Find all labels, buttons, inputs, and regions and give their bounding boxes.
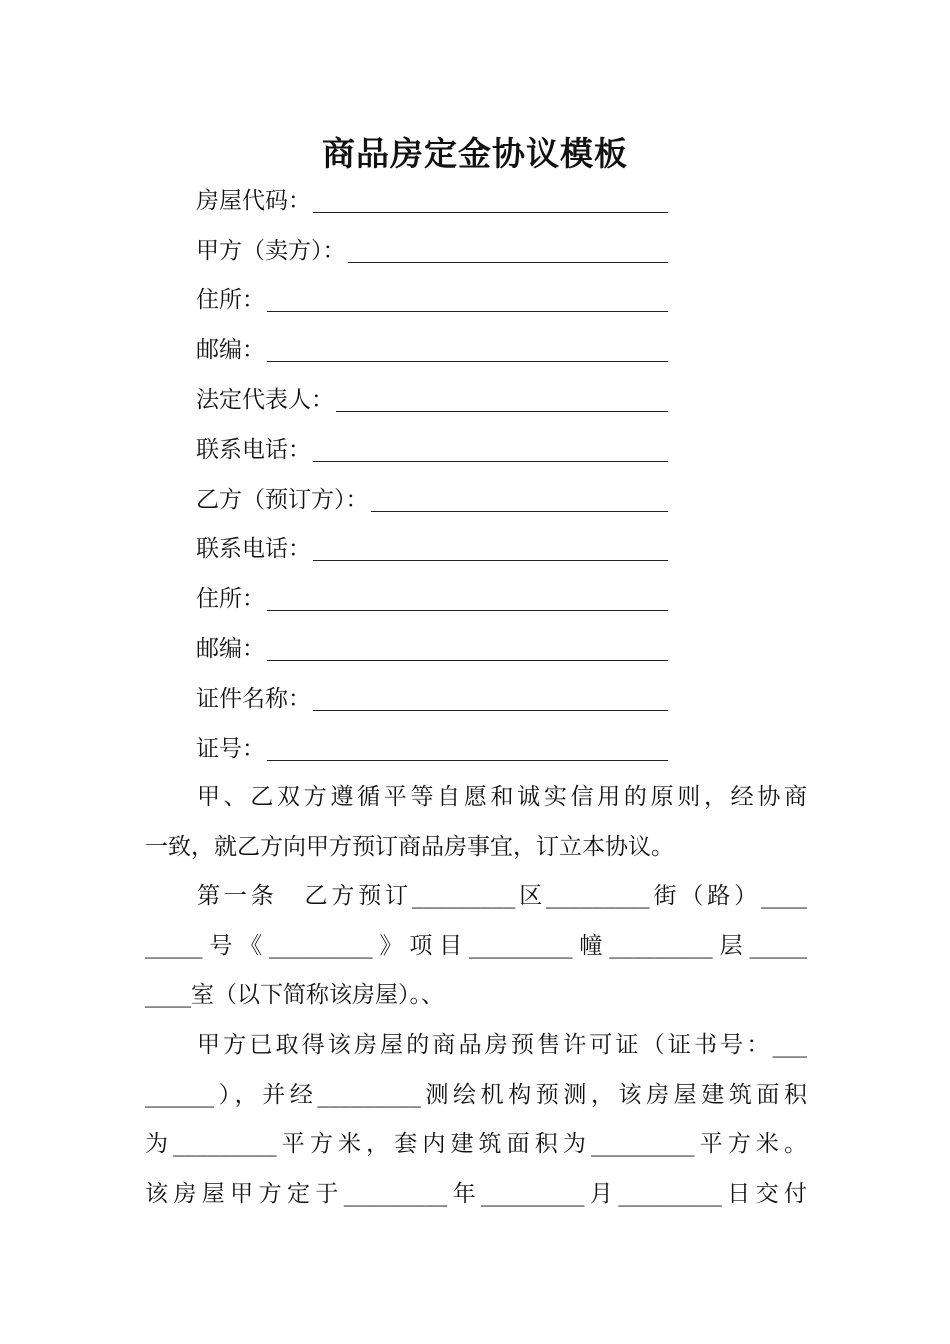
field-label: 房屋代码： — [196, 188, 311, 214]
field-label: 联系电话： — [196, 437, 311, 463]
document-title: 商品房定金协议模板 — [322, 134, 628, 173]
field-label: 住所： — [196, 287, 265, 313]
field-label: 证件名称： — [196, 686, 311, 712]
paragraph-line: 第一条 乙方预订_________区_________街（路）____ — [197, 883, 807, 909]
field-id-number — [196, 723, 668, 763]
field-legal-representative — [196, 374, 668, 414]
field-party-a-address — [196, 274, 668, 314]
fill-in-blank-line[interactable] — [313, 559, 668, 561]
field-label: 邮编： — [196, 337, 265, 363]
paragraph-presale-permit — [145, 1021, 807, 1219]
paragraph-line: _____号《_________》项目_________幢_________层_____ — [145, 932, 807, 959]
field-party-a-postcode — [196, 324, 668, 364]
paragraph-article-1 — [145, 872, 807, 1021]
field-house-code — [196, 175, 668, 215]
field-label: 联系电话： — [196, 536, 311, 562]
fill-in-blank-line[interactable] — [313, 709, 668, 711]
field-label: 邮编： — [196, 636, 265, 662]
field-label: 法定代表人： — [196, 387, 334, 413]
paragraph-line: 甲、乙双方遵循平等自愿和诚实信用的原则，经协商 — [197, 784, 807, 810]
fill-in-blank-line[interactable] — [348, 261, 669, 263]
fill-in-blank-line[interactable] — [313, 460, 668, 462]
fill-in-blank-line[interactable] — [267, 609, 668, 611]
field-party-b-address — [196, 573, 668, 613]
paragraph-line: ____室（以下简称该房屋）。、 — [145, 982, 444, 1008]
field-party-b — [196, 474, 668, 514]
field-party-a — [196, 225, 668, 265]
fill-in-blank-line[interactable] — [267, 310, 668, 312]
fill-in-blank-line[interactable] — [267, 360, 668, 362]
field-id-type — [196, 673, 668, 713]
fill-in-blank-line[interactable] — [371, 510, 669, 512]
fill-in-blank-line[interactable] — [313, 211, 668, 213]
field-party-b-phone — [196, 523, 668, 563]
paragraph-line: 一致，就乙方向甲方预订商品房事宜，订立本协议。 — [145, 833, 674, 860]
paragraph-line: ______），并经_________测绘机构预测，该房屋建筑面积 — [145, 1081, 807, 1108]
fill-in-blank-line[interactable] — [267, 659, 668, 661]
paragraph-principle — [145, 773, 807, 872]
paragraph-line: 为_________平方米，套内建筑面积为_________平方米。 — [145, 1131, 807, 1157]
fill-in-blank-line[interactable] — [267, 759, 668, 761]
paragraph-line: 甲方已取得该房屋的商品房预售许可证（证书号：___ — [197, 1032, 807, 1058]
paragraph-line: 该房屋甲方定于_________年_________月_________日交付 — [145, 1180, 807, 1207]
field-party-b-postcode — [196, 623, 668, 663]
field-label: 住所： — [196, 586, 265, 612]
field-label: 乙方（预订方）： — [196, 487, 369, 513]
fill-in-blank-line[interactable] — [336, 410, 668, 412]
field-party-a-phone — [196, 424, 668, 464]
field-label: 甲方（卖方）： — [196, 238, 346, 264]
field-label: 证号： — [196, 736, 265, 762]
